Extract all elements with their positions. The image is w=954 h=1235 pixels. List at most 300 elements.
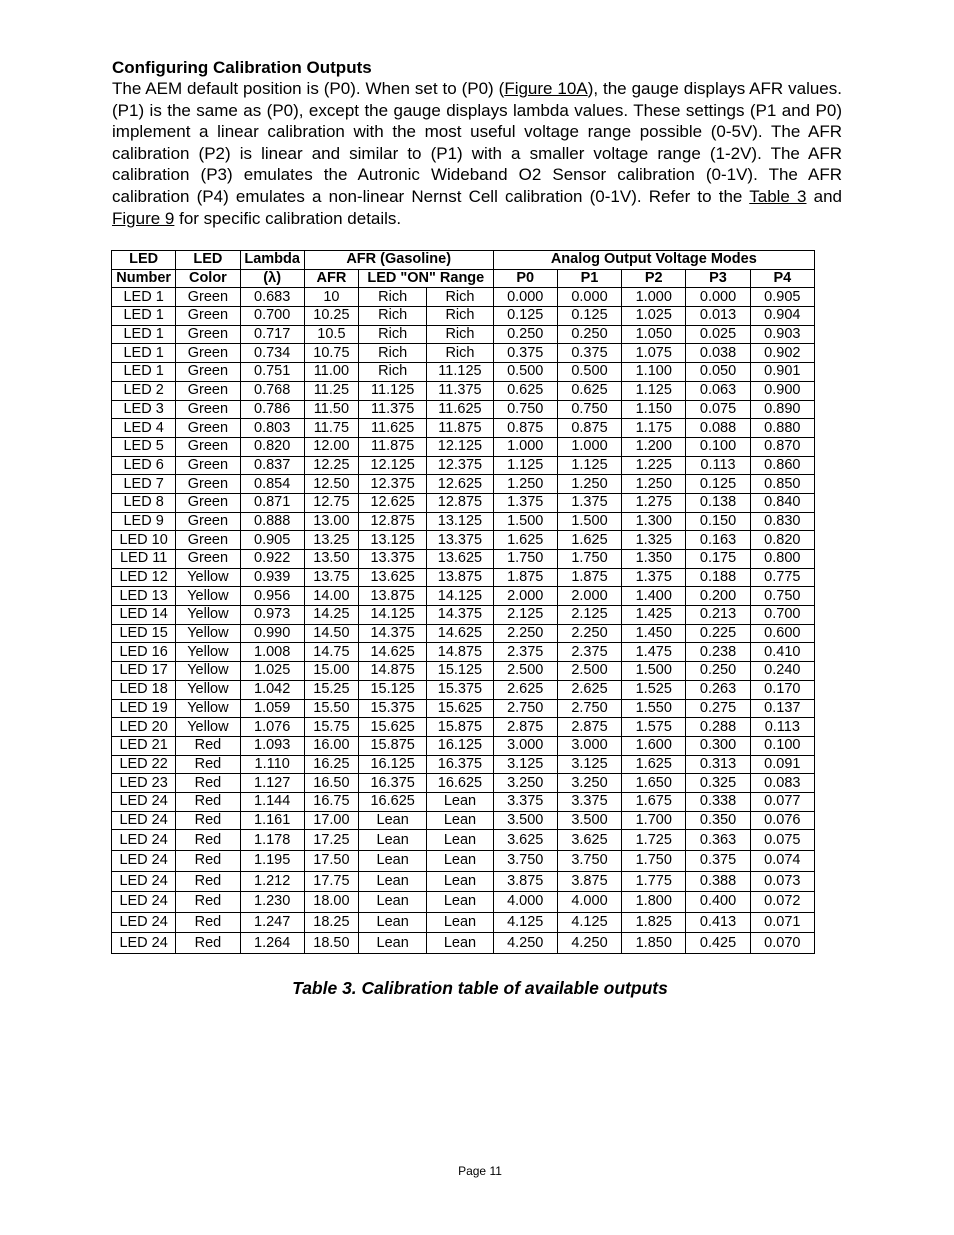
cell-p0: 3.500 [493, 811, 557, 830]
cell-p1: 4.000 [557, 892, 621, 913]
cell-range-low: 15.875 [359, 736, 427, 755]
cell-p3: 0.163 [686, 531, 750, 550]
cell-range-high: 12.875 [427, 493, 493, 512]
cell-p2: 1.000 [622, 288, 686, 307]
cell-lambda: 1.093 [240, 736, 304, 755]
table-row [112, 512, 815, 531]
cell-lambda: 0.905 [240, 531, 304, 550]
table-row [112, 587, 815, 606]
cell-range-low: 14.875 [359, 662, 427, 681]
cell-p3: 0.175 [686, 550, 750, 569]
cell-lambda: 0.768 [240, 381, 304, 400]
cell-led-number: LED 2 [112, 381, 176, 400]
cell-led-color: Red [176, 850, 240, 871]
cell-lambda: 0.973 [240, 606, 304, 625]
analog-group-header: Analog Output Voltage Modes [493, 251, 814, 270]
table-row [112, 550, 815, 569]
cell-p2: 1.175 [622, 419, 686, 438]
cell-led-number: LED 11 [112, 550, 176, 569]
table-row [112, 933, 815, 954]
cell-afr: 16.25 [304, 755, 358, 774]
cell-lambda: 1.042 [240, 680, 304, 699]
cell-p3: 0.100 [686, 437, 750, 456]
cell-range-high: 11.375 [427, 381, 493, 400]
cell-led-color: Yellow [176, 568, 240, 587]
cell-p4: 0.071 [750, 912, 814, 933]
col-afr-header: AFR [304, 269, 358, 288]
cell-afr: 13.00 [304, 512, 358, 531]
table-row [112, 892, 815, 913]
cell-lambda: 0.683 [240, 288, 304, 307]
cell-led-color: Yellow [176, 643, 240, 662]
cell-lambda: 0.990 [240, 624, 304, 643]
cell-led-number: LED 5 [112, 437, 176, 456]
cell-led-color: Green [176, 437, 240, 456]
cell-afr: 17.00 [304, 811, 358, 830]
cell-p1: 3.125 [557, 755, 621, 774]
cell-led-number: LED 24 [112, 811, 176, 830]
cell-p1: 2.250 [557, 624, 621, 643]
cell-p4: 0.091 [750, 755, 814, 774]
cell-lambda: 1.127 [240, 774, 304, 793]
col-led-color-header: Color [176, 269, 240, 288]
cell-led-color: Green [176, 475, 240, 494]
cell-p1: 1.875 [557, 568, 621, 587]
figure-10a-link[interactable]: Figure 10A [504, 79, 588, 98]
cell-led-number: LED 4 [112, 419, 176, 438]
cell-p0: 1.000 [493, 437, 557, 456]
cell-p2: 1.050 [622, 325, 686, 344]
paragraph-text-3: and [806, 186, 842, 206]
cell-p1: 3.250 [557, 774, 621, 793]
afr-group-header: AFR (Gasoline) [304, 251, 493, 270]
cell-p1: 2.000 [557, 587, 621, 606]
cell-led-number: LED 24 [112, 871, 176, 892]
cell-p4: 0.775 [750, 568, 814, 587]
cell-p0: 2.500 [493, 662, 557, 681]
cell-led-color: Red [176, 892, 240, 913]
cell-lambda: 1.178 [240, 830, 304, 851]
cell-afr: 11.25 [304, 381, 358, 400]
cell-afr: 10.25 [304, 307, 358, 326]
cell-afr: 16.50 [304, 774, 358, 793]
cell-p3: 0.325 [686, 774, 750, 793]
cell-range-low: Rich [359, 288, 427, 307]
cell-p2: 1.100 [622, 363, 686, 382]
cell-p0: 0.375 [493, 344, 557, 363]
cell-p0: 1.250 [493, 475, 557, 494]
table-row [112, 699, 815, 718]
cell-p2: 1.675 [622, 792, 686, 811]
cell-p3: 0.350 [686, 811, 750, 830]
cell-afr: 16.00 [304, 736, 358, 755]
cell-range-low: 15.625 [359, 718, 427, 737]
cell-range-high: 11.875 [427, 419, 493, 438]
cell-led-color: Green [176, 512, 240, 531]
cell-led-number: LED 1 [112, 288, 176, 307]
table-row [112, 624, 815, 643]
cell-led-color: Yellow [176, 718, 240, 737]
cell-afr: 14.25 [304, 606, 358, 625]
cell-afr: 18.25 [304, 912, 358, 933]
cell-range-low: 16.625 [359, 792, 427, 811]
cell-p0: 3.000 [493, 736, 557, 755]
table-row [112, 344, 815, 363]
cell-p3: 0.113 [686, 456, 750, 475]
cell-range-high: 16.125 [427, 736, 493, 755]
cell-p4: 0.840 [750, 493, 814, 512]
cell-p3: 0.425 [686, 933, 750, 954]
table-row [112, 307, 815, 326]
col-lambda-symbol-header: (λ) [240, 269, 304, 288]
cell-lambda: 0.871 [240, 493, 304, 512]
cell-range-high: Rich [427, 344, 493, 363]
cell-led-color: Yellow [176, 662, 240, 681]
cell-range-low: Rich [359, 325, 427, 344]
cell-p2: 1.650 [622, 774, 686, 793]
cell-range-high: Lean [427, 792, 493, 811]
cell-range-low: Lean [359, 892, 427, 913]
cell-p0: 2.125 [493, 606, 557, 625]
cell-led-number: LED 13 [112, 587, 176, 606]
cell-p0: 1.500 [493, 512, 557, 531]
cell-afr: 18.50 [304, 933, 358, 954]
cell-range-high: 12.625 [427, 475, 493, 494]
cell-led-color: Green [176, 325, 240, 344]
cell-p0: 3.750 [493, 850, 557, 871]
cell-range-high: 15.125 [427, 662, 493, 681]
cell-p2: 1.275 [622, 493, 686, 512]
cell-led-number: LED 24 [112, 830, 176, 851]
cell-p0: 4.125 [493, 912, 557, 933]
cell-led-number: LED 18 [112, 680, 176, 699]
cell-p1: 0.250 [557, 325, 621, 344]
cell-range-high: Lean [427, 912, 493, 933]
table-row [112, 830, 815, 851]
cell-afr: 12.75 [304, 493, 358, 512]
cell-led-color: Red [176, 774, 240, 793]
cell-p1: 0.125 [557, 307, 621, 326]
cell-p1: 3.375 [557, 792, 621, 811]
cell-led-color: Red [176, 736, 240, 755]
cell-p3: 0.238 [686, 643, 750, 662]
cell-p2: 1.125 [622, 381, 686, 400]
cell-range-low: Rich [359, 307, 427, 326]
cell-range-high: Lean [427, 892, 493, 913]
cell-led-color: Green [176, 288, 240, 307]
cell-range-high: Rich [427, 325, 493, 344]
cell-p3: 0.400 [686, 892, 750, 913]
cell-p4: 0.900 [750, 381, 814, 400]
cell-p4: 0.083 [750, 774, 814, 793]
cell-range-low: Rich [359, 363, 427, 382]
cell-led-number: LED 9 [112, 512, 176, 531]
cell-led-number: LED 7 [112, 475, 176, 494]
cell-led-number: LED 10 [112, 531, 176, 550]
cell-p3: 0.263 [686, 680, 750, 699]
cell-p0: 2.000 [493, 587, 557, 606]
cell-led-color: Green [176, 400, 240, 419]
cell-led-color: Green [176, 419, 240, 438]
cell-lambda: 0.820 [240, 437, 304, 456]
cell-p2: 1.425 [622, 606, 686, 625]
cell-p3: 0.275 [686, 699, 750, 718]
cell-p2: 1.575 [622, 718, 686, 737]
cell-p3: 0.200 [686, 587, 750, 606]
cell-range-low: 15.125 [359, 680, 427, 699]
table-3-link[interactable]: Table 3 [749, 186, 807, 206]
cell-afr: 10 [304, 288, 358, 307]
table-row [112, 718, 815, 737]
cell-p1: 3.750 [557, 850, 621, 871]
cell-range-low: Lean [359, 830, 427, 851]
cell-p1: 4.250 [557, 933, 621, 954]
cell-p0: 2.625 [493, 680, 557, 699]
table-row [112, 774, 815, 793]
cell-p0: 0.875 [493, 419, 557, 438]
cell-p2: 1.200 [622, 437, 686, 456]
figure-9-link[interactable]: Figure 9 [112, 208, 175, 228]
cell-range-high: 15.375 [427, 680, 493, 699]
cell-lambda: 1.161 [240, 811, 304, 830]
cell-led-number: LED 14 [112, 606, 176, 625]
cell-led-color: Green [176, 493, 240, 512]
table-row [112, 419, 815, 438]
cell-led-color: Yellow [176, 587, 240, 606]
cell-p2: 1.775 [622, 871, 686, 892]
cell-afr: 13.50 [304, 550, 358, 569]
cell-p1: 1.375 [557, 493, 621, 512]
cell-led-number: LED 24 [112, 892, 176, 913]
col-p1-header: P1 [557, 269, 621, 288]
cell-afr: 10.75 [304, 344, 358, 363]
cell-afr: 12.50 [304, 475, 358, 494]
cell-afr: 18.00 [304, 892, 358, 913]
cell-p3: 0.063 [686, 381, 750, 400]
cell-p2: 1.400 [622, 587, 686, 606]
cell-lambda: 1.008 [240, 643, 304, 662]
cell-range-high: Lean [427, 871, 493, 892]
table-row [112, 755, 815, 774]
cell-p2: 1.450 [622, 624, 686, 643]
cell-p0: 3.125 [493, 755, 557, 774]
cell-afr: 15.75 [304, 718, 358, 737]
cell-p0: 1.625 [493, 531, 557, 550]
cell-range-low: 15.375 [359, 699, 427, 718]
cell-p1: 3.000 [557, 736, 621, 755]
cell-led-number: LED 23 [112, 774, 176, 793]
cell-afr: 11.75 [304, 419, 358, 438]
cell-p4: 0.800 [750, 550, 814, 569]
cell-p1: 2.125 [557, 606, 621, 625]
cell-p1: 3.625 [557, 830, 621, 851]
cell-led-color: Red [176, 933, 240, 954]
cell-led-number: LED 6 [112, 456, 176, 475]
cell-led-color: Green [176, 531, 240, 550]
cell-range-low: Lean [359, 811, 427, 830]
cell-lambda: 0.803 [240, 419, 304, 438]
cell-lambda: 0.837 [240, 456, 304, 475]
page-number: Page 11 [458, 1164, 502, 1178]
cell-p4: 0.901 [750, 363, 814, 382]
cell-led-number: LED 24 [112, 912, 176, 933]
cell-p1: 2.625 [557, 680, 621, 699]
col-led-number-header: Number [112, 269, 176, 288]
cell-range-high: 12.125 [427, 437, 493, 456]
cell-p3: 0.188 [686, 568, 750, 587]
cell-p1: 3.875 [557, 871, 621, 892]
cell-p1: 0.000 [557, 288, 621, 307]
table-row [112, 363, 815, 382]
cell-led-number: LED 24 [112, 850, 176, 871]
cell-p4: 0.076 [750, 811, 814, 830]
cell-range-low: 16.375 [359, 774, 427, 793]
cell-p3: 0.213 [686, 606, 750, 625]
cell-p3: 0.250 [686, 662, 750, 681]
cell-lambda: 1.230 [240, 892, 304, 913]
cell-range-low: Lean [359, 912, 427, 933]
cell-afr: 17.50 [304, 850, 358, 871]
cell-range-low: Lean [359, 850, 427, 871]
cell-lambda: 0.700 [240, 307, 304, 326]
cell-p3: 0.025 [686, 325, 750, 344]
cell-p4: 0.700 [750, 606, 814, 625]
col-color-header: LED [176, 251, 240, 270]
cell-p4: 0.870 [750, 437, 814, 456]
cell-led-color: Red [176, 811, 240, 830]
table-row [112, 736, 815, 755]
cell-led-number: LED 20 [112, 718, 176, 737]
cell-afr: 13.25 [304, 531, 358, 550]
cell-p3: 0.125 [686, 475, 750, 494]
cell-range-low: 12.875 [359, 512, 427, 531]
cell-led-number: LED 1 [112, 325, 176, 344]
table-row [112, 493, 815, 512]
cell-p4: 0.850 [750, 475, 814, 494]
table-row [112, 912, 815, 933]
cell-p0: 2.250 [493, 624, 557, 643]
cell-p0: 0.125 [493, 307, 557, 326]
section-heading: Configuring Calibration Outputs [112, 58, 372, 77]
cell-led-number: LED 12 [112, 568, 176, 587]
cell-p4: 0.890 [750, 400, 814, 419]
cell-p2: 1.700 [622, 811, 686, 830]
cell-led-color: Green [176, 381, 240, 400]
cell-range-high: 12.375 [427, 456, 493, 475]
cell-p2: 1.300 [622, 512, 686, 531]
cell-p3: 0.038 [686, 344, 750, 363]
cell-p3: 0.138 [686, 493, 750, 512]
cell-lambda: 1.212 [240, 871, 304, 892]
table-row [112, 792, 815, 811]
cell-p0: 0.500 [493, 363, 557, 382]
cell-led-color: Green [176, 456, 240, 475]
cell-lambda: 1.247 [240, 912, 304, 933]
cell-range-low: 11.875 [359, 437, 427, 456]
cell-p1: 1.125 [557, 456, 621, 475]
cell-afr: 12.00 [304, 437, 358, 456]
table-row [112, 643, 815, 662]
cell-led-number: LED 1 [112, 307, 176, 326]
cell-led-number: LED 17 [112, 662, 176, 681]
cell-p4: 0.113 [750, 718, 814, 737]
cell-range-high: Lean [427, 830, 493, 851]
cell-range-high: 14.875 [427, 643, 493, 662]
table-row [112, 606, 815, 625]
cell-p4: 0.902 [750, 344, 814, 363]
cell-range-low: 11.375 [359, 400, 427, 419]
cell-led-color: Red [176, 755, 240, 774]
cell-p3: 0.313 [686, 755, 750, 774]
cell-p1: 0.625 [557, 381, 621, 400]
cell-p0: 0.250 [493, 325, 557, 344]
cell-afr: 14.00 [304, 587, 358, 606]
cell-lambda: 0.786 [240, 400, 304, 419]
cell-p1: 1.750 [557, 550, 621, 569]
cell-led-color: Red [176, 830, 240, 851]
cell-range-high: 16.375 [427, 755, 493, 774]
cell-p3: 0.013 [686, 307, 750, 326]
table-row [112, 325, 815, 344]
cell-p0: 1.875 [493, 568, 557, 587]
cell-p2: 1.325 [622, 531, 686, 550]
cell-led-number: LED 3 [112, 400, 176, 419]
cell-led-color: Yellow [176, 624, 240, 643]
cell-range-high: Lean [427, 811, 493, 830]
table-header [112, 251, 815, 288]
cell-range-low: 11.625 [359, 419, 427, 438]
cell-p1: 1.000 [557, 437, 621, 456]
cell-p2: 1.525 [622, 680, 686, 699]
cell-p4: 0.137 [750, 699, 814, 718]
cell-led-color: Red [176, 912, 240, 933]
cell-led-number: LED 8 [112, 493, 176, 512]
cell-lambda: 1.264 [240, 933, 304, 954]
cell-p3: 0.050 [686, 363, 750, 382]
cell-p0: 2.375 [493, 643, 557, 662]
cell-lambda: 1.195 [240, 850, 304, 871]
cell-lambda: 0.956 [240, 587, 304, 606]
cell-p3: 0.363 [686, 830, 750, 851]
cell-range-high: 14.125 [427, 587, 493, 606]
cell-p1: 2.750 [557, 699, 621, 718]
col-p0-header: P0 [493, 269, 557, 288]
cell-p1: 2.875 [557, 718, 621, 737]
header-row-2 [112, 269, 815, 288]
cell-p2: 1.600 [622, 736, 686, 755]
table-row [112, 871, 815, 892]
cell-afr: 15.25 [304, 680, 358, 699]
cell-lambda: 0.888 [240, 512, 304, 531]
cell-p0: 0.625 [493, 381, 557, 400]
table-row [112, 568, 815, 587]
cell-p4: 0.072 [750, 892, 814, 913]
cell-afr: 14.75 [304, 643, 358, 662]
table-row [112, 400, 815, 419]
cell-range-high: 11.125 [427, 363, 493, 382]
cell-p0: 3.625 [493, 830, 557, 851]
cell-p1: 1.250 [557, 475, 621, 494]
cell-p4: 0.750 [750, 587, 814, 606]
cell-p0: 4.000 [493, 892, 557, 913]
cell-p2: 1.825 [622, 912, 686, 933]
table-row [112, 437, 815, 456]
cell-p4: 0.880 [750, 419, 814, 438]
cell-range-high: 11.625 [427, 400, 493, 419]
cell-p3: 0.088 [686, 419, 750, 438]
cell-p2: 1.225 [622, 456, 686, 475]
cell-p4: 0.905 [750, 288, 814, 307]
